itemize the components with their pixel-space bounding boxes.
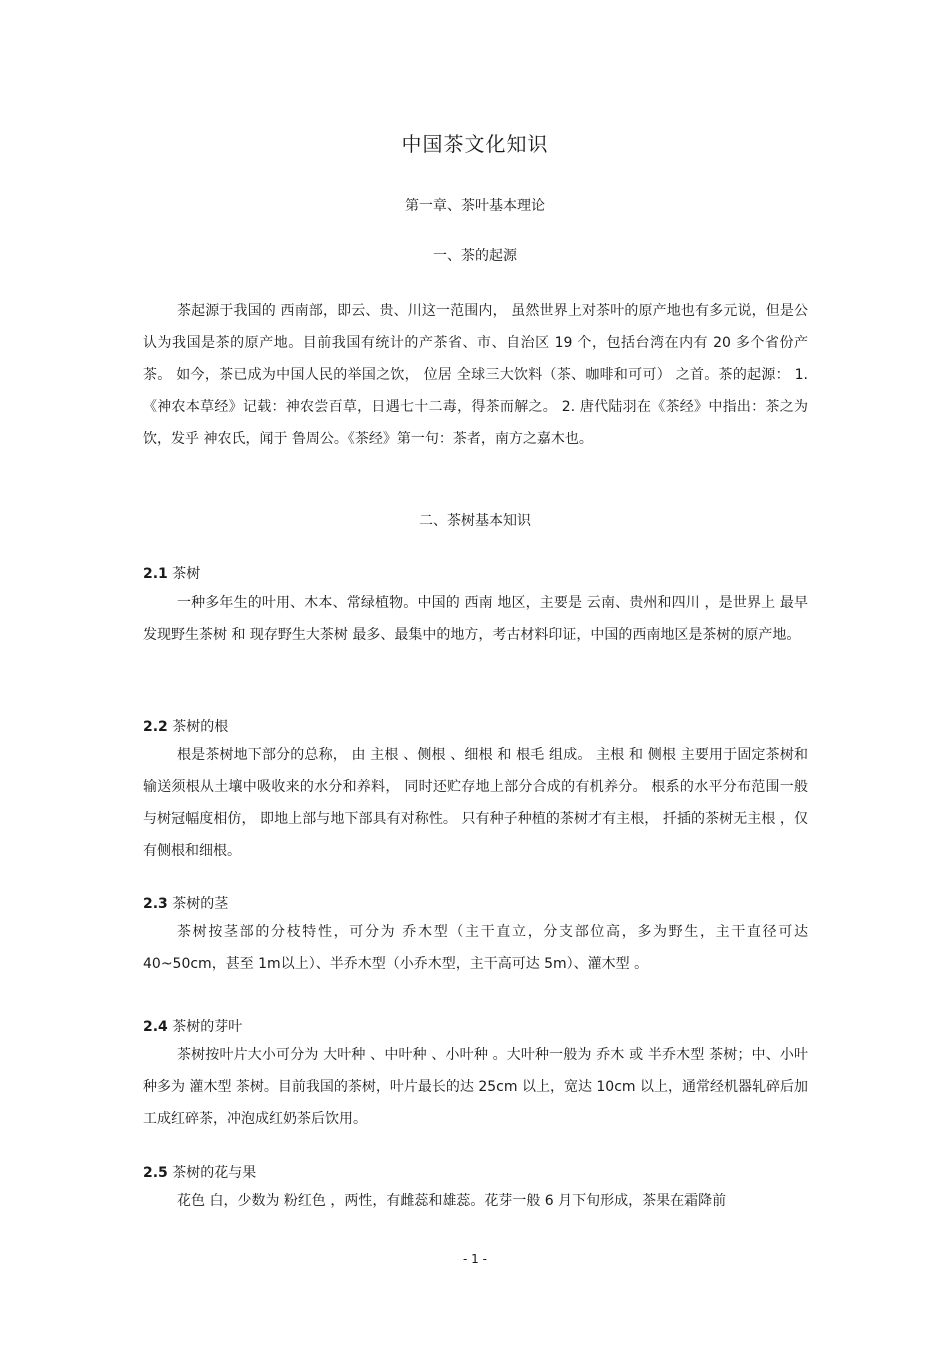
subsection-heading bbox=[143, 1016, 242, 1036]
subsection-heading bbox=[143, 563, 200, 583]
subsection-number: 2.1 bbox=[143, 566, 168, 582]
subsection-number: 2.4 bbox=[143, 1019, 168, 1035]
subsection-title: 茶树的根 bbox=[172, 719, 229, 735]
paragraph: 花色 白，少数为 粉红色 ，两性，有雌蕊和雄蕊。花芽一般 6 月下旬形成，茶果在霜降前 bbox=[177, 1193, 727, 1209]
subsection-title: 茶树 bbox=[172, 566, 201, 582]
document-title: 中国茶文化知识 bbox=[401, 132, 549, 156]
subsection-heading bbox=[143, 716, 228, 736]
subsection-title: 茶树的花与果 bbox=[172, 1165, 257, 1181]
section-heading-tree: 二、茶树基本知识 bbox=[419, 513, 531, 529]
subsection-number: 2.3 bbox=[143, 896, 168, 912]
subsection-title: 茶树的芽叶 bbox=[172, 1019, 243, 1035]
section-heading-origin: 一、茶的起源 bbox=[433, 248, 517, 264]
paragraph: 茶树按茎部的分枝特性，可分为 乔木型（主干直立，分支部位高，多为野生，主干直径可达 40~50cm，甚至 1m以上）、半乔木型（小乔木型，主干高可达 5m）、灌木型 。 bbox=[143, 924, 808, 972]
paragraph: 茶树按叶片大小可分为 大叶种 、中叶种 、小叶种 。大叶种一般为 乔木 或 半乔木型 茶树；中、小叶种多为 灌木型 茶树。目前我国的茶树，叶片最长的达 25cm 以上，宽达 10cm 以上，通常经机器轧碎后加工成红碎茶，冲泡成红奶茶后饮用。 bbox=[143, 1047, 808, 1127]
chapter-heading: 第一章、茶叶基本理论 bbox=[405, 198, 545, 214]
subsection-title: 茶树的茎 bbox=[172, 896, 229, 912]
subsection-heading bbox=[143, 1162, 256, 1182]
subsection-number: 2.2 bbox=[143, 719, 168, 735]
paragraph: 根是茶树地下部分的总称， 由 主根 、侧根 、细根 和 根毛 组成。 主根 和 侧根 主要用于固定茶树和输送须根从土壤中吸收来的水分和养料， 同时还贮存地上部分合成的有机养分。 根系的水平分布范围一般与树冠幅度相仿， 即地上部与地下部具有对称性。 只有种子种植的茶树才有主根， 扦插的茶树无主根 ，仅有侧根和细根。 bbox=[143, 747, 808, 859]
subsection-number: 2.5 bbox=[143, 1165, 168, 1181]
paragraph-origin: 茶起源于我国的 西南部，即云、贵、川这一范围内， 虽然世界上对茶叶的原产地也有多元说，但是公认为我国是茶的原产地。目前我国有统计的产茶省、市、自治区 19 个，包括台湾在内有 20 多个省份产茶。 如今，茶已成为中国人民的举国之饮， 位居 全球三大饮料（茶、咖啡和可可） 之首。茶的起源： 1.《神农本草经》记载：神农尝百草，日遇七十二毒，得茶而解之。 2. 唐代陆羽在《茶经》中指出：茶之为饮，发乎 神农氏，闻于 鲁周公。《茶经》第一句：茶者，南方之嘉木也。 bbox=[143, 303, 808, 447]
subsection-heading bbox=[143, 893, 228, 913]
page-number: - 1 - bbox=[463, 1252, 487, 1266]
paragraph: 一种多年生的叶用、木本、常绿植物。中国的 西南 地区，主要是 云南、贵州和四川 ，是世界上 最早发现野生茶树 和 现存野生大茶树 最多、最集中的地方，考古材料印证，中国的西南地区是茶树的原产地。 bbox=[143, 595, 808, 643]
